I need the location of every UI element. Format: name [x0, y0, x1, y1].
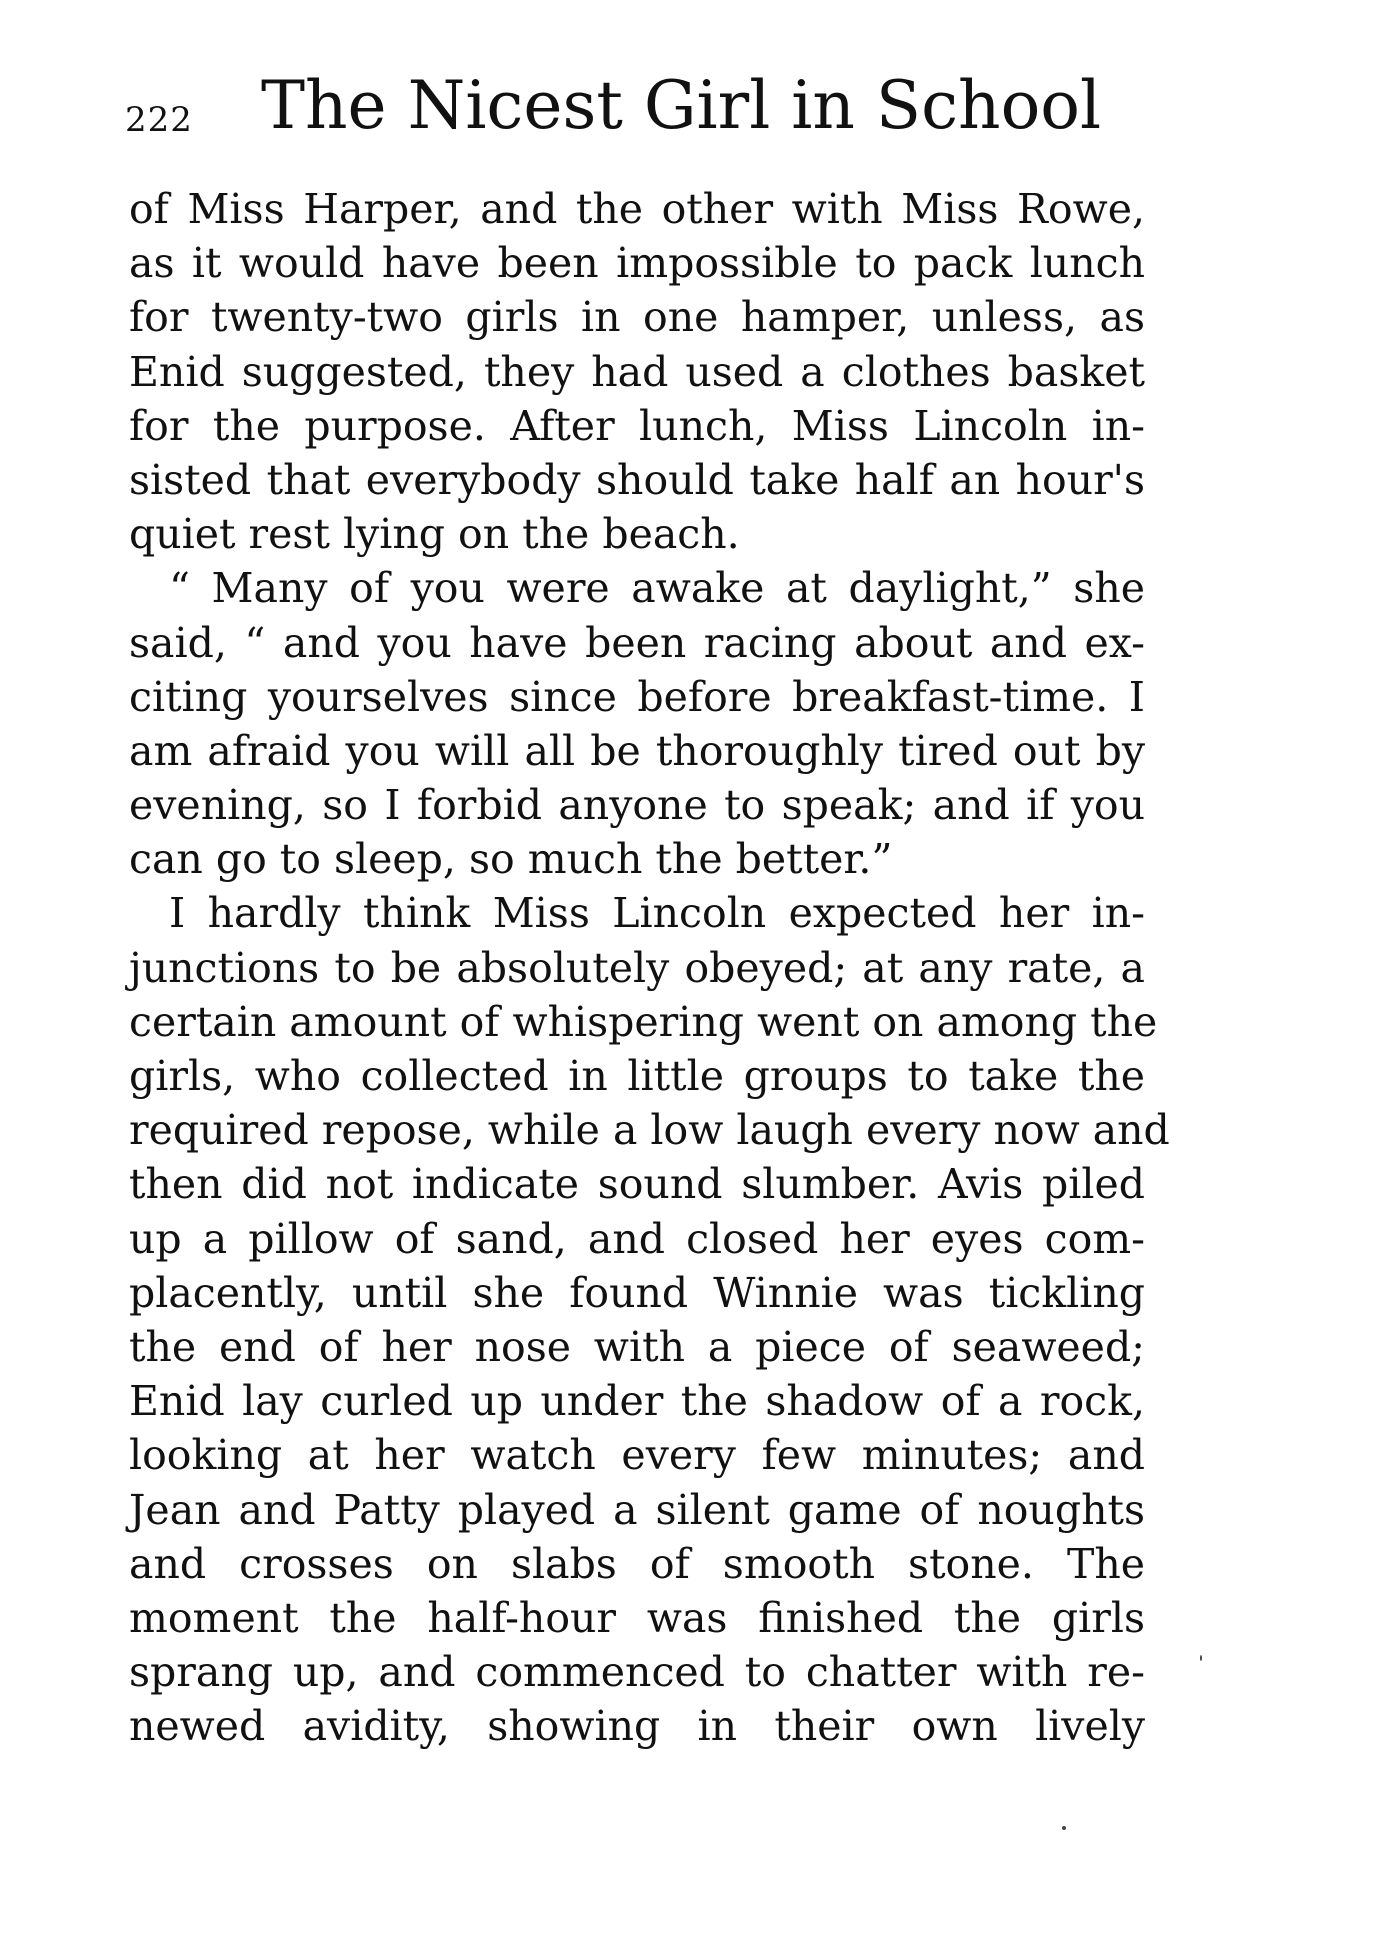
text-line: then did not indicate sound slumber. Avis piled: [129, 1160, 1145, 1209]
page-header: [125, 66, 1102, 156]
text-line: citing yourselves since before breakfast-time. I: [129, 672, 1145, 721]
text-line: required repose, while a low laugh every now and: [129, 1106, 1170, 1155]
text-line: Enid lay curled up under the shadow of a rock,: [129, 1377, 1145, 1426]
body-text: [129, 182, 1170, 1753]
text-line: am afraid you will all be thoroughly tired out by: [129, 726, 1145, 775]
text-line: Jean and Patty played a silent game of noughts: [129, 1485, 1145, 1534]
text-line: looking at her watch every few minutes; and: [129, 1431, 1145, 1480]
text-line: sprang up, and commenced to chatter with re-: [129, 1648, 1145, 1697]
text-line: up a pillow of sand, and closed her eyes com-: [129, 1214, 1145, 1263]
text-line: placently, until she found Winnie was tickling: [129, 1268, 1145, 1317]
text-line: said, “ and you have been racing about and ex-: [129, 618, 1145, 667]
text-line: sisted that everybody should take half an hour's: [129, 455, 1145, 504]
text-line: certain amount of whispering went on among the: [129, 997, 1158, 1046]
print-speck: [1062, 1826, 1066, 1830]
text-line: junctions to be absolutely obeyed; at any rate, a: [129, 943, 1145, 992]
print-speck: [1200, 1655, 1202, 1661]
text-line: evening, so I forbid anyone to speak; and if you: [129, 781, 1145, 830]
text-line: quiet rest lying on the beach.: [129, 510, 740, 559]
running-title: The Nicest Girl in School: [261, 67, 1102, 144]
text-line: for the purpose. After lunch, Miss Lincoln in-: [129, 401, 1145, 450]
text-line: for twenty-two girls in one hamper, unless, as: [129, 293, 1145, 342]
text-line: I hardly think Miss Lincoln expected her in-: [169, 889, 1145, 938]
text-line: and crosses on slabs of smooth stone. The: [129, 1539, 1145, 1588]
text-line: the end of her nose with a piece of seaweed;: [129, 1322, 1145, 1371]
page-number: 222: [125, 100, 193, 140]
text-line: can go to sleep, so much the better.”: [129, 835, 893, 884]
text-line: newed avidity, showing in their own lively: [129, 1702, 1145, 1751]
text-line: moment the half-hour was finished the girls: [129, 1593, 1145, 1642]
text-line: as it would have been impossible to pack lunch: [129, 239, 1145, 288]
text-line: Enid suggested, they had used a clothes basket: [129, 347, 1145, 396]
text-line: girls, who collected in little groups to take the: [129, 1052, 1145, 1100]
text-line: “ Many of you were awake at daylight,” she: [169, 564, 1145, 613]
text-line: of Miss Harper, and the other with Miss Rowe,: [129, 185, 1145, 233]
